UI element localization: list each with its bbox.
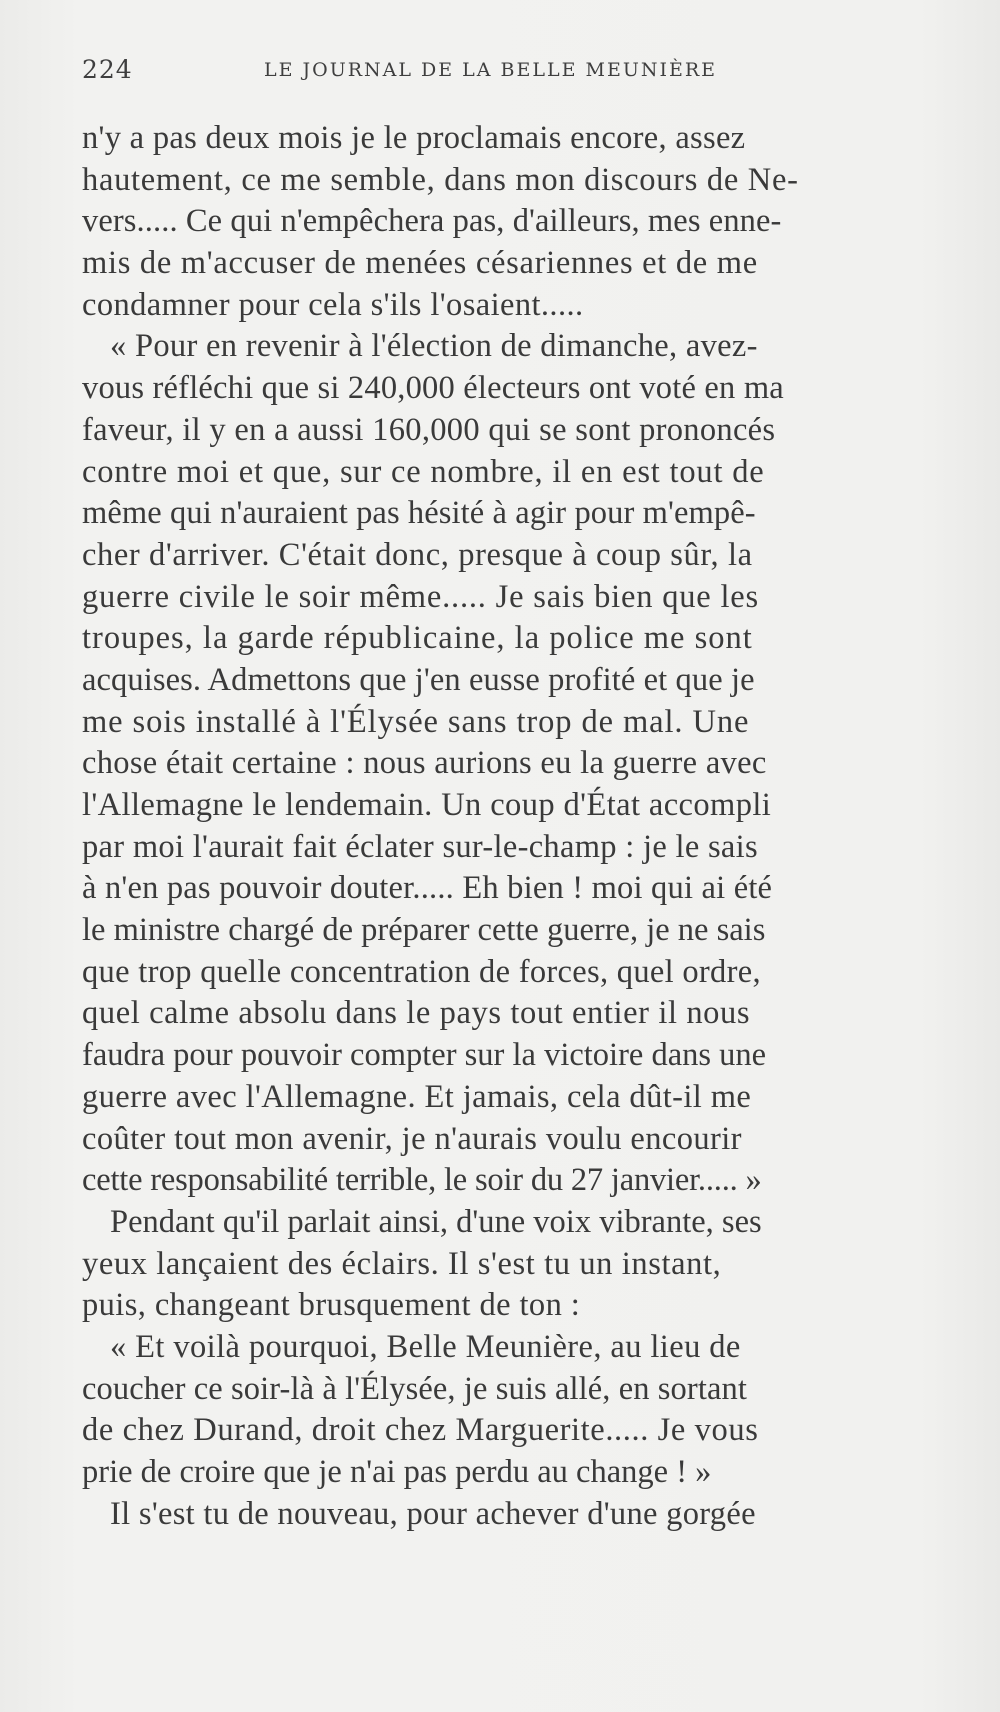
text-line: me sois installé à l'Élysée sans trop de mal. Une [82, 703, 750, 740]
text-line: puis, changeant brusquement de ton : [82, 1287, 581, 1324]
page-number: 224 [82, 55, 133, 84]
text-line: chose était certaine : nous aurions eu la guerre avec [82, 745, 767, 782]
text-line: de chez Durand, droit chez Marguerite..... Je vous [82, 1412, 759, 1449]
text-line: yeux lançaient des éclairs. Il s'est tu un instant, [82, 1245, 722, 1282]
text-line: « Et voilà pourquoi, Belle Meunière, au lieu de [110, 1328, 741, 1365]
text-line: troupes, la garde républicaine, la police me sont [82, 620, 753, 657]
text-line: guerre civile le soir même..... Je sais bien que les [82, 578, 759, 615]
text-line: par moi l'aurait fait éclater sur-le-champ : je le sais [82, 828, 758, 865]
text-line: l'Allemagne le lendemain. Un coup d'État accompli [82, 787, 772, 823]
text-line: hautement, ce me semble, dans mon discours de Ne- [82, 161, 799, 198]
text-line: Pendant qu'il parlait ainsi, d'une voix vibrante, ses [110, 1203, 762, 1240]
text-line: cher d'arriver. C'était donc, presque à coup sûr, la [82, 536, 753, 573]
text-line: n'y a pas deux mois je le proclamais encore, assez [82, 120, 746, 156]
running-title: LE JOURNAL DE LA BELLE MEUNIÈRE [264, 59, 718, 81]
text-line: condamner pour cela s'ils l'osaient..... [82, 286, 584, 323]
text-line: faveur, il y en a aussi 160,000 qui se sont prononcés [82, 411, 776, 448]
text-line: cette responsabilité terrible, le soir du 27 janvier..... » [82, 1162, 762, 1199]
text-line: mis de m'accuser de menées césariennes et de me [82, 245, 758, 282]
text-line: coucher ce soir-là à l'Élysée, je suis allé, en sortant [82, 1370, 747, 1407]
text-line: même qui n'auraient pas hésité à agir pour m'empê- [82, 495, 756, 532]
text-line: le ministre chargé de préparer cette guerre, je ne sais [82, 912, 766, 949]
text-line: vers..... Ce qui n'empêchera pas, d'ailleurs, mes enne- [82, 203, 782, 240]
text-line: faudra pour pouvoir compter sur la victoire dans une [82, 1037, 767, 1074]
text-line: vous réfléchi que si 240,000 électeurs ont voté en ma [82, 370, 784, 407]
running-header [82, 55, 782, 95]
text-line: contre moi et que, sur ce nombre, il en est tout de [82, 453, 765, 490]
text-line: guerre avec l'Allemagne. Et jamais, cela dût-il me [82, 1078, 752, 1115]
text-line: coûter tout mon avenir, je n'aurais voulu encourir [82, 1120, 742, 1157]
text-line: à n'en pas pouvoir douter..... Eh bien ! moi qui ai été [82, 870, 773, 907]
text-line: « Pour en revenir à l'élection de dimanche, avez- [110, 328, 758, 365]
text-line: que trop quelle concentration de forces, quel ordre, [82, 953, 761, 990]
text-line: quel calme absolu dans le pays tout entier il nous [82, 995, 751, 1032]
body-text [82, 118, 1000, 1535]
text-line: prie de croire que je n'ai pas perdu au change ! » [82, 1454, 712, 1490]
text-line: acquises. Admettons que j'en eusse profité et que je [82, 661, 755, 698]
text-line: Il s'est tu de nouveau, pour achever d'une gorgée [110, 1495, 756, 1532]
